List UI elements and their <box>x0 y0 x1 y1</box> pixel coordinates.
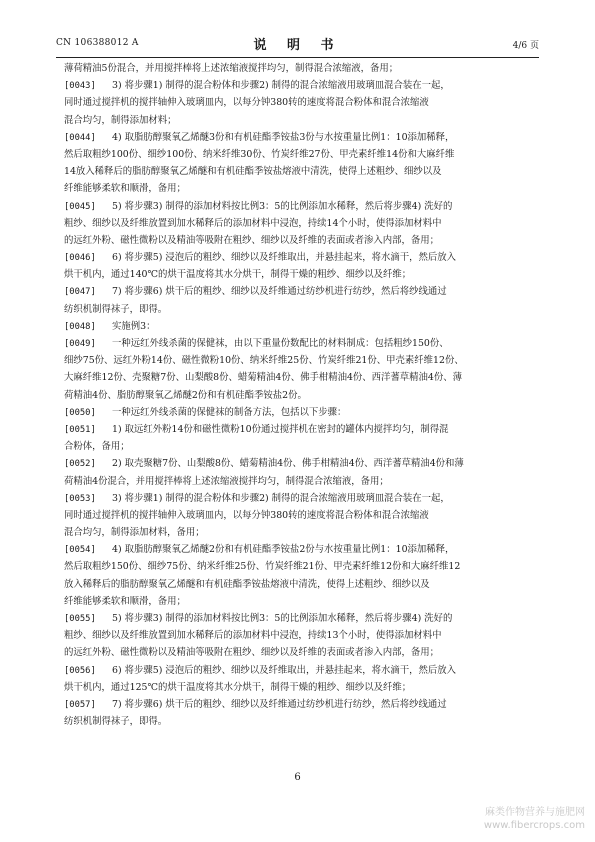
paragraph-line <box>64 455 532 472</box>
paragraph-line <box>64 679 532 696</box>
paragraph-line <box>64 77 532 94</box>
paragraph-line <box>64 524 532 541</box>
paragraph-number: [0051] <box>64 424 96 435</box>
paragraph-number: [0055] <box>64 614 96 624</box>
paragraph <box>64 129 532 198</box>
paragraph-number: [0044] <box>64 132 96 143</box>
watermark-url: www.fibercrops.com <box>483 820 585 831</box>
paragraph-text: 5) 将步骤3) 制得的添加材料按比例3：5的比例添加水稀释，然后将步骤4) 洗好的 <box>112 200 453 212</box>
paragraph-number: [0054] <box>64 545 96 556</box>
paragraph-text: 粗纱、细纱以及纤维放置到加水稀释后的添加材料中浸泡，持续13个小时，使得添加材料中 <box>64 630 442 642</box>
paragraph-line <box>64 541 532 558</box>
paragraph-line <box>64 696 532 713</box>
paragraph <box>64 662 532 696</box>
paragraph-text: 4) 取脂肪醇聚氧乙烯醚2份和有机硅酯季铵盐2份与水按重量比例1：10添加稀释， <box>112 544 455 556</box>
page-of-total: 4/6 页 <box>512 41 539 51</box>
paragraph-text: 6) 将步骤5) 浸泡后的粗纱、细纱以及纤维取出，并悬挂起来，将水滴干，然后放入 <box>112 252 456 264</box>
paragraph <box>64 283 532 317</box>
paragraph <box>64 696 532 730</box>
paragraph-line <box>64 490 532 507</box>
paragraph-text: 一种远红外线杀菌的保健袜的制备方法，包括以下步骤： <box>112 406 347 418</box>
paragraph-text: 放入稀释后的脂肪醇聚氧乙烯醚和有机硅酯季铵盐熔液中清洗，使得上述粗纱、细纱以及 <box>64 578 430 590</box>
paragraph-line <box>64 421 532 438</box>
paragraph-text: 7) 将步骤6) 烘干后的粗纱、细纱以及纤维通过纺纱机进行纺纱，然后将纱线通过 <box>112 698 447 710</box>
paragraph-line <box>64 232 532 249</box>
paragraph-line <box>64 438 532 455</box>
paragraph-line <box>64 146 532 163</box>
paragraph <box>64 404 532 421</box>
paragraph-text: 5) 将步骤3) 制得的添加材料按比例3：5的比例添加水稀释，然后将步骤4) 洗好的 <box>112 613 453 624</box>
paragraph-line <box>64 576 532 593</box>
paragraph-text: 同时通过搅拌机的搅拌轴伸入玻璃皿内，以每分钟380转的速度将混合粉体和混合浓缩液 <box>64 97 429 109</box>
paragraph <box>64 77 532 129</box>
paragraph-text: 荷精油4份、脂肪醇聚氧乙烯醚2份和有机硅酯季铵盐2份。 <box>64 389 307 401</box>
paragraph-line <box>64 215 532 232</box>
paragraph <box>64 60 532 77</box>
paragraph-text: 6) 将步骤5) 浸泡后的粗纱、细纱以及纤维取出，并悬挂起来，将水滴干，然后放入 <box>112 664 456 676</box>
paragraph-line <box>64 593 532 610</box>
paragraph-text: 细纱75份、远红外粉14份、磁性微粉10份、纳米纤维25份、竹炭纤维21份、甲壳素纤维12份、 <box>64 355 464 367</box>
paragraph-text: 14放入稀释后的脂肪醇聚氧乙烯醚和有机硅酯季铵盐熔液中清洗，使得上述粗纱、细纱以及 <box>64 166 442 178</box>
header-divider <box>56 57 539 58</box>
paragraph-text: 1) 取远红外粉14份和磁性微粉10份通过搅拌机在密封的罐体内搅拌均匀，制得混 <box>112 423 449 435</box>
paragraph-line <box>64 249 532 266</box>
paragraph-line <box>64 713 532 730</box>
paragraph <box>64 318 532 335</box>
paragraph-text: 合粉体，备用； <box>64 441 130 453</box>
paragraph-line <box>64 644 532 661</box>
paragraph-number: [0045] <box>64 201 96 212</box>
paragraph <box>64 335 532 404</box>
paragraph-line <box>64 610 532 627</box>
paragraph <box>64 541 532 610</box>
paragraph-line <box>64 301 532 318</box>
paragraph-line <box>64 662 532 679</box>
paragraph-line <box>64 352 532 369</box>
watermark <box>484 806 585 832</box>
paragraph-text: 纺织机制得袜子，即得。 <box>64 716 168 728</box>
paragraph-line <box>64 558 532 575</box>
paragraph-text: 大麻纤维12份、壳聚糖7份、山梨酸8份、蜡菊精油4份、佛手柑精油4份、西洋蓍草精油4份、薄 <box>64 372 463 384</box>
paragraph-line <box>64 318 532 335</box>
paragraph-line <box>64 163 532 180</box>
document-body <box>64 60 532 730</box>
paragraph-line <box>64 180 532 197</box>
paragraph-text: 纺织机制得袜子，即得。 <box>64 303 168 315</box>
paragraph-number: [0043] <box>64 81 96 92</box>
paragraph-line <box>64 507 532 524</box>
paragraph-number: [0047] <box>64 287 96 298</box>
paragraph-line <box>64 387 532 404</box>
paragraph <box>64 490 532 542</box>
paragraph-number: [0052] <box>64 459 96 470</box>
paragraph <box>64 455 532 489</box>
paragraph-text: 的远红外粉、磁性微粉以及精油等吸附在粗纱、细纱以及纤维的表面或者渗入内部，备用； <box>64 234 440 246</box>
page-number: 6 <box>294 772 301 783</box>
paragraph-line <box>64 369 532 386</box>
document-title: 说 明 书 <box>253 38 342 53</box>
watermark-site-name: 麻类作物营养与施肥网 <box>485 807 585 818</box>
paragraph-text: 薄荷精油5份混合，并用搅拌棒将上述浓缩液搅拌均匀，制得混合浓缩液，备用； <box>64 63 399 74</box>
paragraph-text: 烘干机内，通过125℃的烘干温度将其水分烘干，制得干燥的粗纱、细纱以及纤维； <box>64 681 412 693</box>
paragraph-text: 荷精油4份混合，并用搅拌棒将上述浓缩液搅拌均匀，制得混合浓缩液，备用； <box>64 475 389 487</box>
paragraph-number: [0050] <box>64 407 96 418</box>
paragraph-line <box>64 473 532 490</box>
paragraph-number: [0057] <box>64 699 96 710</box>
paragraph <box>64 610 532 662</box>
paragraph-line <box>64 283 532 300</box>
paragraph-line <box>64 129 532 146</box>
paragraph-text: 2) 取壳聚糖7份、山梨酸8份、蜡菊精油4份、佛手柑精油4份、西洋蓍草精油4份和薄 <box>112 458 464 470</box>
paragraph-text: 3) 将步骤1) 制得的混合粉体和步骤2) 制得的混合浓缩液用玻璃皿混合装在一起， <box>112 80 450 92</box>
page-header <box>56 34 539 54</box>
paragraph-line <box>64 60 532 77</box>
paragraph-text: 的远红外粉、磁性微粉以及精油等吸附在粗纱、细纱以及纤维的表面或者渗入内部，备用； <box>64 647 440 659</box>
paragraph-text: 然后取粗纱150份、细纱75份、纳米纤维25份、竹炭纤维21份、甲壳素纤维12份和大麻纤维12 <box>64 561 461 573</box>
paragraph-number: [0053] <box>64 493 96 504</box>
paragraph-line <box>64 266 532 283</box>
paragraph-text: 3) 将步骤1) 制得的混合粉体和步骤2) 制得的混合浓缩液用玻璃皿混合装在一起， <box>112 492 450 504</box>
paragraph-number: [0056] <box>64 665 96 676</box>
paragraph-text: 混合均匀，制得添加材料，备用； <box>64 527 205 539</box>
paragraph-line <box>64 112 532 129</box>
paragraph-text: 粗纱、细纱以及纤维放置到加水稀释后的添加材料中浸泡，持续14个小时，使得添加材料中 <box>64 217 442 229</box>
paragraph-line <box>64 198 532 215</box>
paragraph <box>64 198 532 250</box>
publication-number: CN 106388012 A <box>56 38 139 48</box>
paragraph-text: 同时通过搅拌机的搅拌轴伸入玻璃皿内，以每分钟380转的速度将混合粉体和混合浓缩液 <box>64 509 429 521</box>
paragraph <box>64 249 532 283</box>
paragraph-line <box>64 404 532 421</box>
paragraph-text: 7) 将步骤6) 烘干后的粗纱、细纱以及纤维通过纺纱机进行纺纱，然后将纱线通过 <box>112 286 447 298</box>
paragraph-text: 纤维能够柔软和顺滑，备用； <box>64 595 186 607</box>
paragraph <box>64 421 532 455</box>
paragraph-line <box>64 627 532 644</box>
paragraph-text: 烘干机内，通过140℃的烘干温度将其水分烘干，制得干燥的粗纱、细纱以及纤维； <box>64 269 412 281</box>
paragraph-text: 实施例3： <box>112 320 156 332</box>
paragraph-number: [0046] <box>64 253 96 264</box>
paragraph-number: [0048] <box>64 321 96 332</box>
paragraph-text: 一种远红外线杀菌的保健袜，由以下重量份数配比的材料制成：包括粗纱150份、 <box>112 338 449 349</box>
paragraph-line <box>64 94 532 111</box>
paragraph-text: 然后取粗纱100份、细纱100份、纳米纤维30份、竹炭纤维27份、甲壳素纤维14份和大麻纤维 <box>64 148 455 160</box>
paragraph-line <box>64 335 532 352</box>
paragraph-text: 纤维能够柔软和顺滑，备用； <box>64 183 186 195</box>
paragraph-number: [0049] <box>64 339 96 349</box>
paragraph-text: 混合均匀，制得添加材料； <box>64 114 177 126</box>
paragraph-text: 4) 取脂肪醇聚氧乙烯醚3份和有机硅酯季铵盐3份与水按重量比例1：10添加稀释， <box>112 131 455 143</box>
